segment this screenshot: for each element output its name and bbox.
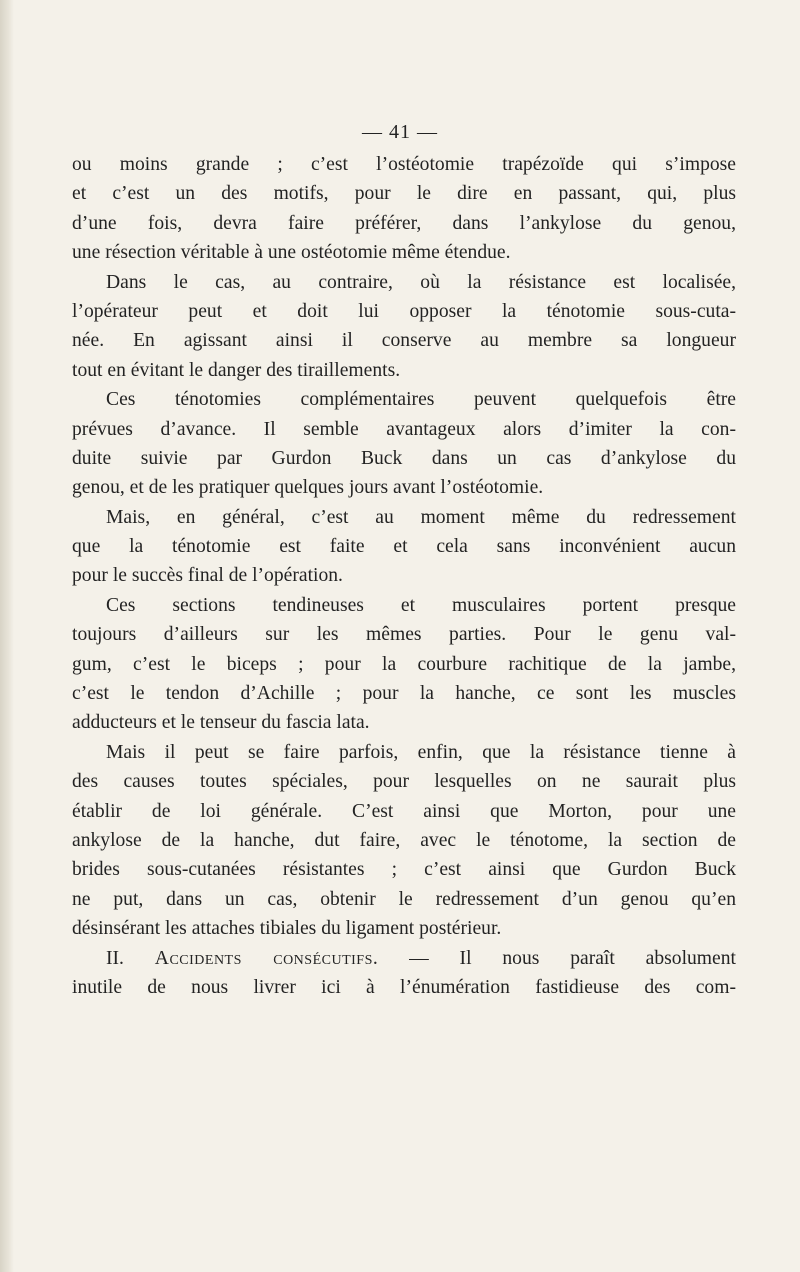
- text-line: désinsérant les attaches tibiales du ligament postérieur.: [72, 918, 502, 940]
- section-paragraph: [72, 944, 736, 1003]
- paragraph-1: [72, 150, 736, 268]
- paragraph-6: [72, 738, 736, 944]
- text-line: ne put, dans un cas, obtenir le redressement d’un genou qu’en: [72, 888, 736, 910]
- section-heading-line: [72, 944, 736, 973]
- section-heading-rest: — Il nous paraît absolument: [409, 947, 736, 969]
- paragraph-5: [72, 591, 736, 738]
- text-line: duite suivie par Gurdon Buck dans un cas d’ankylose du: [72, 447, 736, 469]
- text-line: Mais, en général, c’est au moment même du redressement: [106, 506, 736, 528]
- text-line: prévues d’avance. Il semble avantageux alors d’imiter la con-: [72, 418, 736, 440]
- text-line: que la ténotomie est faite et cela sans inconvénient aucun: [72, 536, 736, 558]
- text-line: née. En agissant ainsi il conserve au membre sa longueur: [72, 330, 736, 352]
- paragraph-3: [72, 385, 736, 503]
- text-line: toujours d’ailleurs sur les mêmes parties. Pour le genu val-: [72, 624, 736, 646]
- text-line: Ces sections tendineuses et musculaires portent presque: [106, 594, 736, 616]
- text-line: adducteurs et le tenseur du fascia lata.: [72, 712, 370, 734]
- section-number: II.: [106, 947, 124, 969]
- text-line: brides sous-cutanées résistantes ; c’est ainsi que Gurdon Buck: [72, 859, 736, 881]
- text-line: tout en évitant le danger des tiraillements.: [72, 359, 401, 381]
- text-line: des causes toutes spéciales, pour lesquelles on ne saurait plus: [72, 771, 736, 793]
- page-number: — 41 —: [362, 121, 438, 143]
- text-line: une résection véritable à une ostéotomie même étendue.: [72, 242, 511, 264]
- binding-edge: [0, 0, 14, 1272]
- text-line: pour le succès final de l’opération.: [72, 565, 343, 587]
- text-line: c’est le tendon d’Achille ; pour la hanche, ce sont les muscles: [72, 683, 736, 705]
- text-line: gum, c’est le biceps ; pour la courbure rachitique de la jambe,: [72, 653, 736, 675]
- body-text: [72, 150, 736, 1002]
- text-line: ankylose de la hanche, dut faire, avec le ténotome, la section de: [72, 829, 736, 851]
- text-line: établir de loi générale. C’est ainsi que Morton, pour une: [72, 800, 736, 822]
- paragraph-2: [72, 268, 736, 386]
- text-line: Ces ténotomies complémentaires peuvent quelquefois être: [106, 389, 736, 411]
- text-line: ou moins grande ; c’est l’ostéotomie trapézoïde qui s’impose: [72, 154, 736, 175]
- text-line: genou, et de les pratiquer quelques jours avant l’ostéotomie.: [72, 477, 544, 499]
- text-line: et c’est un des motifs, pour le dire en passant, qui, plus: [72, 183, 736, 205]
- text-line: l’opérateur peut et doit lui opposer la ténotomie sous-cuta-: [72, 300, 736, 322]
- text-line: Dans le cas, au contraire, où la résistance est localisée,: [106, 271, 736, 293]
- text-line: d’une fois, devra faire préférer, dans l’ankylose du genou,: [72, 212, 736, 234]
- text-line: inutile de nous livrer ici à l’énumération fastidieuse des com-: [72, 976, 736, 998]
- paragraph-4: [72, 503, 736, 591]
- text-line: Mais il peut se faire parfois, enfin, que la résistance tienne à: [106, 741, 736, 763]
- section-heading: Accidents consécutifs.: [154, 947, 379, 969]
